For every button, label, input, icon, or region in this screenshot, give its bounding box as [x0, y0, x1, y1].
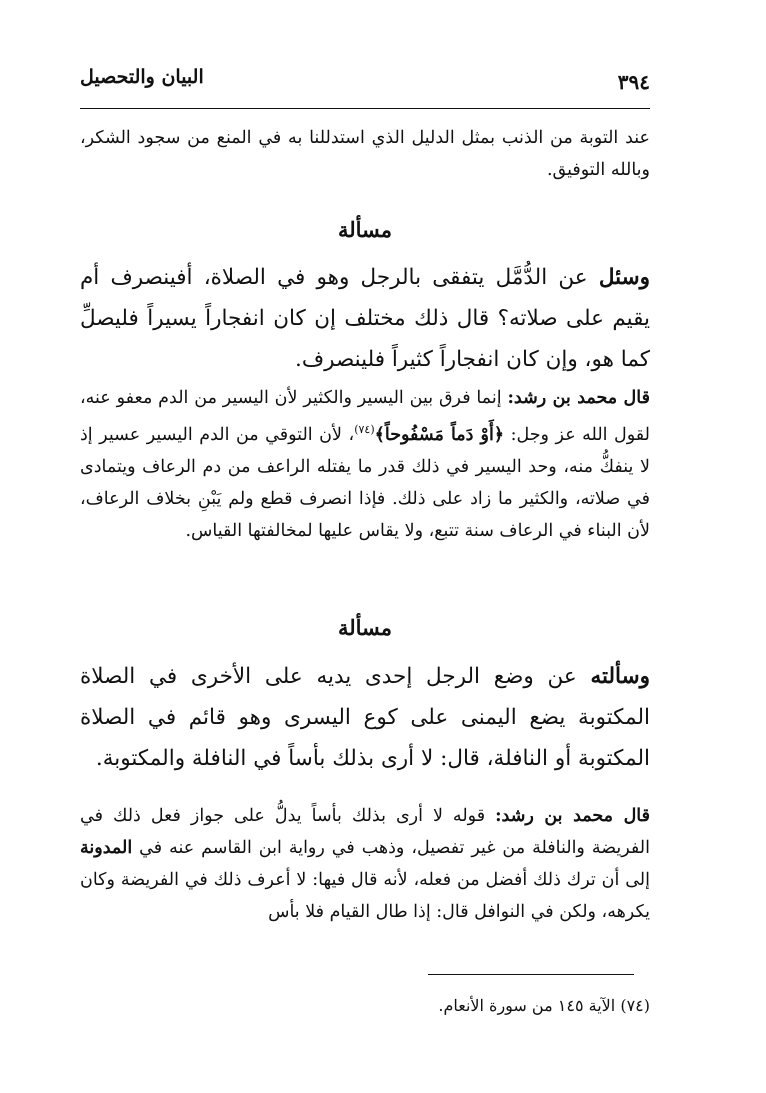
question-lead: وسألته [590, 664, 650, 689]
commentary-text: ، لأن التوقي من الدم اليسير عسير إذ لا ينفكُّ منه، وحد اليسير في ذلك قدر ما يفتله الراعف من دم الرعاف ويتمادى في صلاته، والكثير ما زاد على ذلك. فإذا انصرف قطع ولم يَبْنِ بخلاف الرعاف، لأن البناء في الرعاف سنة تتبع، ولا يقاس عليها لمخالفتها القياس. [80, 424, 650, 541]
intro-paragraph: عند التوبة من الذنب بمثل الدليل الذي استدللنا به في المنع من سجود الشكر، وبالله التوفيق. [80, 128, 650, 180]
question-lead: وسئل [598, 265, 650, 290]
commentary-paragraph [80, 800, 650, 928]
commentary-text: إنما فرق بين اليسير والكثير لأن اليسير من الدم معفو عنه، لقول الله عز وجل: [80, 388, 650, 445]
book-reference: المدونة [80, 838, 133, 858]
running-header [80, 62, 650, 102]
commentary-text: إلى أن ترك ذلك أفضل من فعله، لأنه قال فيها: لا أعرف ذلك في الفريضة وكان يكرهه، ولكن في النوافل قال: إذا طال القيام فلا بأس [80, 870, 650, 922]
footnote-divider [428, 974, 634, 975]
quran-quote: ﴿أَوْ دَماً مَسْفُوحاً﴾ [374, 424, 505, 445]
section-heading: مسألة [337, 615, 393, 640]
book-title: البيان والتحصيل [80, 66, 204, 88]
commentary-text: قوله لا أرى بذلك بأساً يدلُّ على جواز فعل ذلك في الفريضة والنافلة من غير تفصيل، وذهب في رواية ابن القاسم عنه في [80, 806, 650, 858]
commentary-lead: قال محمد بن رشد: [495, 806, 650, 826]
footnote-ref: (٧٤) [354, 423, 375, 436]
footnote: (٧٤) الآية ١٤٥ من سورة الأنعام. [438, 996, 650, 1015]
question-paragraph [80, 257, 650, 380]
page-number: ٣٩٤ [617, 70, 650, 94]
question-paragraph [80, 656, 650, 779]
commentary-paragraph [80, 382, 650, 547]
question-text: عن وضع الرجل إحدى يديه على الأخرى في الصلاة المكتوبة يضع اليمنى على كوع اليسرى وهو قائم في الصلاة المكتوبة أو النافلة، قال: لا أرى بذلك بأساً في النافلة والمكتوبة. [80, 664, 650, 771]
commentary-lead: قال محمد بن رشد: [507, 388, 650, 408]
question-text: عن الدُّمَّل يتفقى بالرجل وهو في الصلاة، أفينصرف أم يقيم على صلاته؟ قال ذلك مختلف إن كان انفجاراً يسيراً فليصلِّ كما هو، وإن كان انفجاراً كثيراً فلينصرف. [80, 265, 650, 372]
section-heading: مسألة [337, 217, 393, 242]
header-divider [80, 108, 650, 109]
